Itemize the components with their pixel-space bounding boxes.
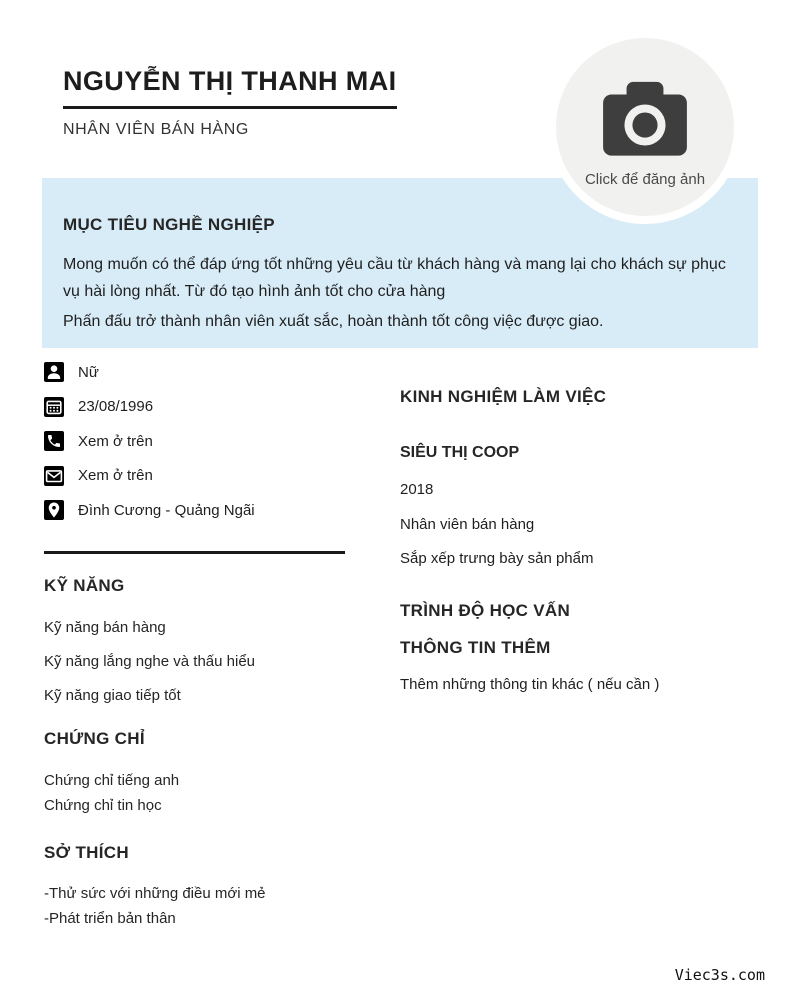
- experience-role: Nhân viên bán hàng: [400, 515, 535, 533]
- photo-upload-button[interactable]: [548, 30, 742, 224]
- education-heading: TRÌNH ĐỘ HỌC VẤN: [400, 601, 571, 620]
- left-column: [44, 362, 379, 928]
- email-icon: [44, 466, 64, 486]
- certificates-list: [44, 771, 379, 815]
- certificates-heading: CHỨNG CHỈ: [44, 729, 145, 748]
- additional-info-heading: THÔNG TIN THÊM: [400, 638, 551, 657]
- hobbies-heading: SỞ THÍCH: [44, 843, 129, 862]
- contact-gender: [44, 362, 379, 382]
- skill-item: Kỹ năng giao tiếp tốt: [44, 687, 181, 704]
- section-divider: [44, 551, 345, 554]
- objective-heading: MỤC TIÊU NGHỀ NGHIỆP: [63, 215, 275, 234]
- contact-birthday-value: 23/08/1996: [78, 398, 154, 415]
- job-title: NHÂN VIÊN BÁN HÀNG: [63, 121, 249, 138]
- contact-phone: [44, 431, 379, 451]
- site-watermark: Viec3s.com: [674, 966, 765, 984]
- experience-heading: KINH NGHIỆM LÀM VIỆC: [400, 387, 607, 406]
- experience-detail: Sắp xếp trưng bày sản phẩm: [400, 550, 594, 567]
- skills-list: [44, 618, 379, 705]
- hobby-item: -Phát triển bản thân: [44, 910, 176, 927]
- skills-heading: KỸ NĂNG: [44, 576, 125, 595]
- contact-address-value: Đình Cương - Quảng Ngãi: [78, 501, 255, 519]
- photo-upload-label: Click để đăng ảnh: [584, 171, 706, 188]
- location-icon: [44, 500, 64, 520]
- contact-email: [44, 466, 379, 486]
- contact-phone-value: Xem ở trên: [78, 432, 153, 450]
- contact-list: [44, 362, 379, 520]
- hobby-item: -Thử sức với những điều mới mẻ: [44, 885, 266, 902]
- person-icon: [44, 362, 64, 382]
- contact-gender-value: Nữ: [78, 363, 99, 381]
- right-column: [400, 386, 772, 694]
- calendar-icon: [44, 397, 64, 417]
- objective-text-2: Phấn đấu trở thành nhân viên xuất sắc, hoàn thành tốt công việc được giao.: [63, 313, 604, 330]
- certificate-item: Chứng chỉ tin học: [44, 797, 162, 814]
- experience-year: 2018: [400, 481, 434, 498]
- cv-header: [63, 66, 533, 139]
- skill-item: Kỹ năng bán hàng: [44, 619, 166, 636]
- contact-address: [44, 500, 379, 520]
- experience-company: SIÊU THỊ COOP: [400, 444, 520, 461]
- certificate-item: Chứng chỉ tiếng anh: [44, 772, 180, 789]
- candidate-name: NGUYỄN THỊ THANH MAI: [63, 66, 397, 109]
- hobbies-list: [44, 884, 379, 928]
- skill-item: Kỹ năng lắng nghe và thấu hiểu: [44, 653, 256, 670]
- camera-icon: [593, 76, 697, 169]
- contact-birthday: [44, 397, 379, 417]
- phone-icon: [44, 431, 64, 451]
- contact-email-value: Xem ở trên: [78, 467, 153, 484]
- additional-info-note: Thêm những thông tin khác ( nếu cần ): [400, 676, 660, 693]
- objective-text-1: Mong muốn có thể đáp ứng tốt những yêu cầu từ khách hàng và mang lại cho khách sự phục vụ hài lòng nhất. Từ đó tạo hình ảnh tốt cho cửa hàng: [63, 256, 726, 300]
